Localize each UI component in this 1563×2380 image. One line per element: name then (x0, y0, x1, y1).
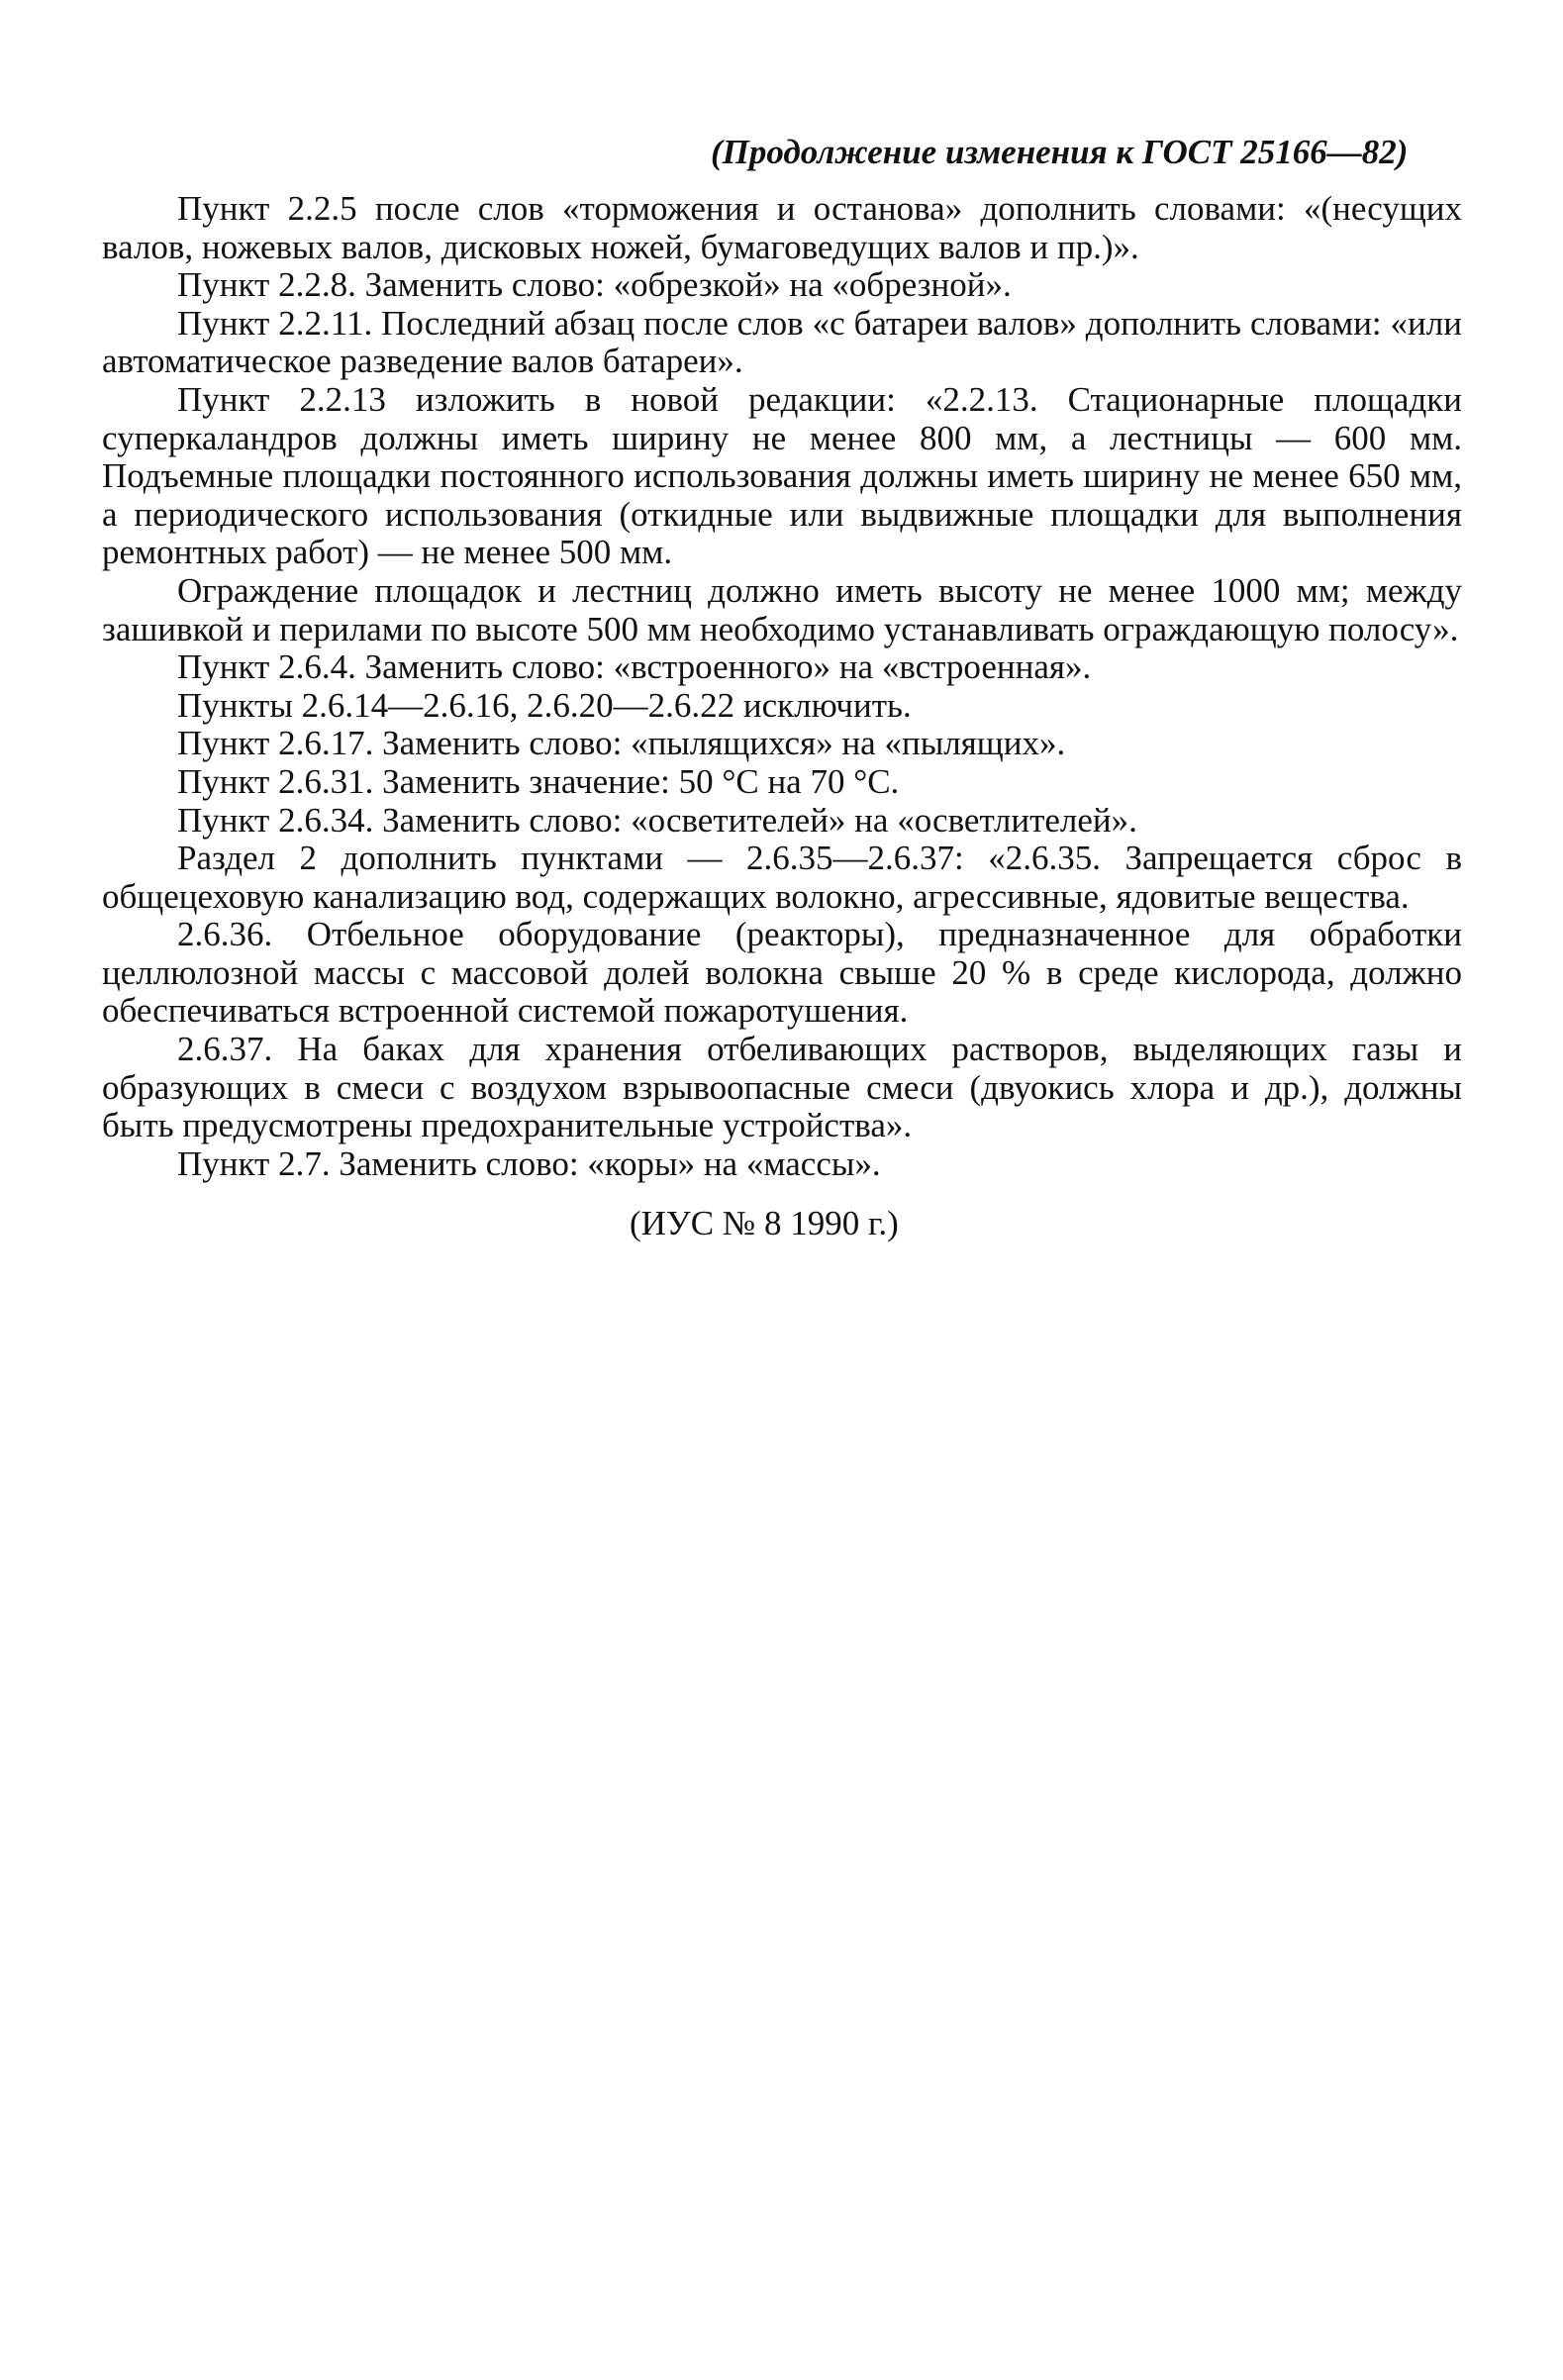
page-header: (Продолжение изменения к ГОСТ 25166—82) (711, 133, 1409, 171)
document-body (102, 190, 1462, 1183)
paragraph-2-6-17: Пункт 2.6.17. Заменить слово: «пылящихся» на «пылящих». (177, 724, 1066, 763)
paragraph-2-6-34: Пункт 2.6.34. Заменить слово: «осветителей» на «осветлителей». (177, 800, 1137, 840)
paragraph-2-2-8: Пункт 2.2.8. Заменить слово: «обрезкой» на «обрезной». (177, 265, 1012, 305)
paragraph-2-6-4: Пункт 2.6.4. Заменить слово: «встроенного» на «встроенная». (177, 647, 1092, 687)
paragraph-2-2-13: Пункт 2.2.13 изложить в новой редакции: «2.2.13. Стационарные площадки суперкаландров должны иметь ширину не менее 800 мм, а лестницы — 600 мм. Подъемные площадки постоянного использования должны иметь ширину не менее 650 мм, а периодического использования (откидные или выдвижные площадки для выполнения ремонтных работ) — не менее 500 мм. (102, 379, 1462, 572)
paragraph-2-6-31: Пункт 2.6.31. Заменить значение: 50 °С на 70 °С. (177, 761, 900, 801)
paragraph-2-2-11: Пункт 2.2.11. Последний абзац после слов «с батареи валов» дополнить словами: «или автоматическое разведение валов батареи». (102, 303, 1462, 381)
source-reference: (ИУС № 8 1990 г.) (630, 1204, 899, 1242)
paragraph-2-6-14-22: Пункты 2.6.14—2.6.16, 2.6.20—2.6.22 исключить. (177, 685, 912, 725)
paragraph-2-6-36: 2.6.36. Отбельное оборудование (реакторы), предназначенное для обработки целлюлозной массы с массовой долей волокна свыше 20 % в среде кислорода, должно обеспечиваться встроенной системой пожаротушения. (102, 915, 1462, 1031)
paragraph-2-2-5: Пункт 2.2.5 после слов «торможения и останова» дополнить словами: «(несущих валов, ножевых валов, дисковых ножей, бумаговедущих валов и пр.)». (102, 189, 1462, 266)
paragraph-2-6-35: Раздел 2 дополнить пунктами — 2.6.35—2.6.37: «2.6.35. Запрещается сброс в общецеховую канализацию вод, содержащих волокно, агрессивные, ядовитые вещества. (102, 839, 1462, 916)
paragraph-2-6-37: 2.6.37. На баках для хранения отбеливающих растворов, выделяющих газы и образующих в смеси с воздухом взрывоопасные смеси (двуокись хлора и др.), должны быть предусмотрены предохранительные устройства». (102, 1030, 1462, 1145)
paragraph-2-7: Пункт 2.7. Заменить слово: «коры» на «массы». (177, 1143, 881, 1183)
paragraph-railing: Ограждение площадок и лестниц должно иметь высоту не менее 1000 мм; между зашивкой и перилами по высоте 500 мм необходимо устанавливать ограждающую полосу». (102, 570, 1462, 648)
